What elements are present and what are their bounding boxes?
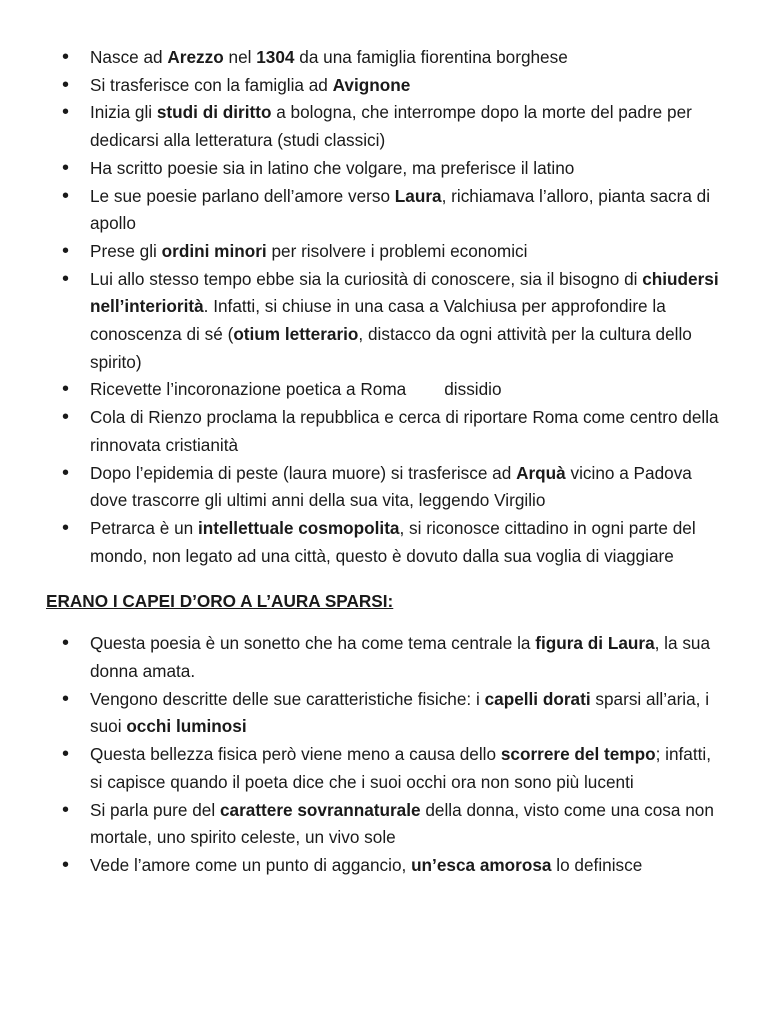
section-title: ERANO I CAPEI D’ORO A L’AURA SPARSI:	[46, 591, 394, 612]
list-item: • Ricevette l’incoronazione poetica a Roma dissidio	[62, 376, 728, 404]
list-item: • Ha scritto poesie sia in latino che volgare, ma preferisce il latino	[62, 155, 728, 183]
biography-list	[0, 44, 768, 570]
list-item: • Nasce ad Arezzo nel 1304 da una famiglia fiorentina borghese	[62, 44, 728, 72]
list-item: • Dopo l’epidemia di peste (laura muore) si trasferisce ad Arquà vicino a Padova dove trascorre gli ultimi anni della sua vita, leggendo Virgilio	[62, 460, 728, 515]
list-item: • Questa bellezza fisica però viene meno a causa dello scorrere del tempo; infatti, si capisce quando il poeta dice che i suoi occhi ora non sono più lucenti	[62, 741, 728, 796]
dissidio-note: dissidio	[444, 379, 502, 400]
list-item: • Le sue poesie parlano dell’amore verso Laura, richiamava l’alloro, pianta sacra di apollo	[62, 183, 728, 238]
list-item: • Inizia gli studi di diritto a bologna, che interrompe dopo la morte del padre per dedicarsi alla letteratura (studi classici)	[62, 99, 728, 154]
poem-analysis-list	[0, 630, 768, 879]
list-item: • Lui allo stesso tempo ebbe sia la curiosità di conoscere, sia il bisogno di chiudersi nell’interiorità. Infatti, si chiuse in una casa a Valchiusa per approfondire la conoscenza di sé (otium letterario, distacco da ogni attività per la cultura dello spirito)	[62, 266, 728, 377]
list-item: • Questa poesia è un sonetto che ha come tema centrale la figura di Laura, la sua donna amata.	[62, 630, 728, 685]
list-item: • Prese gli ordini minori per risolvere i problemi economici	[62, 238, 728, 266]
document-page	[0, 44, 768, 880]
list-item: • Petrarca è un intellettuale cosmopolita, si riconosce cittadino in ogni parte del mondo, non legato ad una città, questo è dovuto dalla sua voglia di viaggiare	[62, 515, 728, 570]
list-item: • Si trasferisce con la famiglia ad Avignone	[62, 72, 728, 100]
list-item: • Vengono descritte delle sue caratteristiche fisiche: i capelli dorati sparsi all’aria, i suoi occhi luminosi	[62, 686, 728, 741]
list-item: • Cola di Rienzo proclama la repubblica e cerca di riportare Roma come centro della rinnovata cristianità	[62, 404, 728, 459]
list-item: • Si parla pure del carattere sovrannaturale della donna, visto come una cosa non mortale, uno spirito celeste, un vivo sole	[62, 797, 728, 852]
list-item: • Vede l’amore come un punto di aggancio, un’esca amorosa lo definisce	[62, 852, 728, 880]
